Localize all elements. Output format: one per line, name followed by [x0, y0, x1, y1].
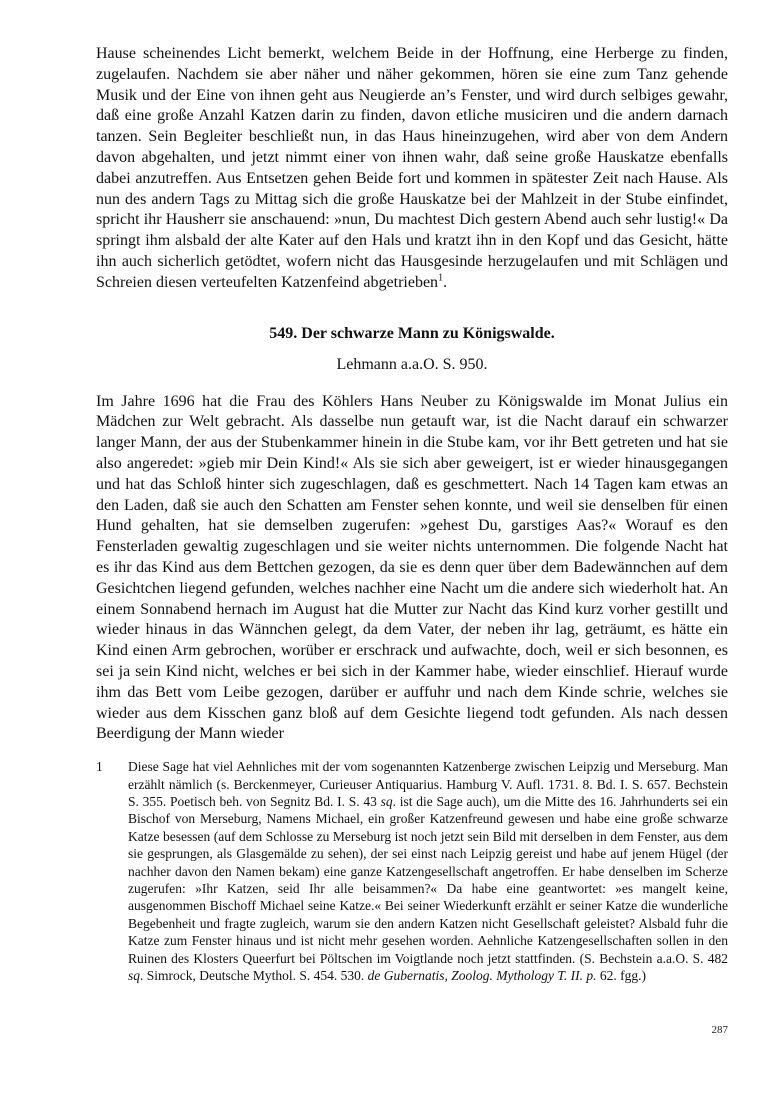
page-content [96, 44, 728, 984]
footnote-text-c: . Simrock, Deutsche Mythol. S. 454. 530. [140, 967, 365, 983]
footnote-text-d: 62. fgg.) [596, 967, 646, 983]
page-number: 287 [711, 1024, 728, 1036]
footnote-text-b: . ist die Sage auch), um die Mitte des 16. Jahrhunderts sei ein Bischof von Merseburg, Namens Michael, ein großer Katzenfreund gewesen und habe eine große schwarze Katze besessen (auf dem Schlosse zu Merseburg ist noch jetzt sein Bild mit derselben in dem Fenster, aus dem sie gesprungen, als Glasgemälde zu sehen), der sei einst nach Leipzig gereist und habe auf jenem Hügel (der nachher davon den Namen bekam) eine ganze Katzengesellschaft angetroffen. Er habe denselben im Scherze zugerufen: »Ihr Katzen, seid Ihr alle beisammen?« Da habe eine geantwortet: »es mangelt keine, ausgenommen Bischoff Michael seine Katze.« Bei seiner Wiederkunft erzählt er seiner Katze die wunderliche Begebenheit und fragte zugleich, warum sie den andern Katzen nicht Gesellschaft geleistet? Alsbald fuhr die Katze zum Fenster hinaus und ist nicht mehr gesehen worden. Aehnliche Katzengesellschaften sollen in den Ruinen des Klosters Queerfurt bei Pöltschen im Voigtlande noch jetzt stattfinden. (S. Bechstein a.a.O. S. 482 [128, 793, 729, 966]
footnote-sq-1: sq [380, 793, 393, 809]
footnote-reference[interactable]: 1 [438, 272, 444, 284]
section-title: 549. Der schwarze Mann zu Königswalde. [269, 324, 555, 342]
footnote-sq-2: sq [128, 967, 141, 983]
section-body: Im Jahre 1696 hat die Frau des Köhlers Hans Neuber zu Königswalde im Monat Julius ein Mädchen zur Welt gebracht. Als dasselbe nun getauft war, ist die Nacht darauf ein schwarzer langer Mann, der aus der Stubenkammer hinein in die Stube kam, vor ihr Bett getreten und hat sie also angeredet: »gieb mir Dein Kind!« Als sie sich aber geweigert, ist er wieder hinausgegangen und hat das Schloß hinter sich zugeschlagen, daß es geschmettert. Nach 14 Tagen kam etwas an den Laden, daß sie auch den Schatten am Fenster sehen konnte, und weil sie denselben für einen Hund gehalten, hat sie demselben zugerufen: »gehest Du, garstiges Aas?« Worauf es den Fensterladen gewaltig zugeschlagen und sie weiter nichts unternommen. Die folgende Nacht hat es ihr das Kind aus dem Bettchen gezogen, da sie es denn quer über dem Badewännchen auf dem Gesichtchen liegend gefunden, welches nachher eine Nacht um die andere sich wiederholt hat. An einem Sonnabend hernach im August hat die Mutter zur Nacht das Kind kurz vorher gestillt und wieder hinaus in das Wännchen gelegt, da dem Vater, der neben ihr lag, geträumt, es hätte ein Kind einen Arm gebrochen, worüber er erschrack und aufwachte, doch, weil er sich besonnen, es sei ja sein Kind nicht, welches er bei sich in der Kammer habe, wieder einschlief. Hierauf wurde ihm das Bett vom Leibe gezogen, darüber er auffuhr und nach dem Kinde schrie, welches sie wieder aus dem Kisschen ganz bloß auf dem Gesichte liegend todt gefunden. Als nach dessen Beerdigung der Mann wieder [96, 392, 728, 743]
footnote-italic-ref: de Gubernatis, Zoolog. Mythology T. II. p. [367, 967, 597, 983]
continuation-paragraph [96, 44, 728, 294]
footnote-text [128, 758, 728, 984]
footnote-number: 1 [96, 759, 103, 775]
footnote-text-a: Diese Sage hat viel Aehnliches mit der vom sogenannten Katzenberge zwischen Leipzig und Merseburg. Man erzählt nämlich (s. Berckenmeyer, Curieuser Antiquarius. Hamburg V. Aufl. 1731. 8. Bd. I. S. 657. Bechstein S. 355. Poetisch beh. von Segnitz Bd. I. S. 43 [128, 759, 728, 809]
section-source: Lehmann a.a.O. S. 950. [336, 355, 488, 373]
continuation-end: . [443, 273, 448, 291]
footnote [96, 758, 728, 984]
continuation-text: Hause scheinendes Licht bemerkt, welchem Beide in der Hoffnung, eine Herberge zu finden, zugelaufen. Nachdem sie aber näher und näher gekommen, hören sie eine zum Tanz gehende Musik und der Eine von ihnen geht aus Neugierde an’s Fenster, und wird durch selbiges gewahr, daß eine große Anzahl Katzen darin zu finden, davon etliche musiciren und die andern darnach tanzen. Sein Begleiter beschließt nun, in das Haus hineinzugehen, wird aber von dem Andern davon abgehalten, und jetzt nimmt einer von ihnen wahr, daß seine große Hauskatze ebenfalls dabei anzutreffen. Aus Entsetzen gehen Beide fort und kommen in spätester Zeit nach Hause. Als nun des andern Tags zu Mittag sich die große Hauskatze bei der Mahlzeit in der Stube einfindet, spricht ihr Hausherr sie anschauend: »nun, Du machtest Dich gestern Abend auch sehr lustig!« Da springt ihm alsbald der alte Kater auf den Hals und kratzt ihn in den Kopf und das Gesicht, hätte ihn auch sicherlich getödtet, wofern nicht das Hausgesinde herzugelaufen und mit Schlägen und Schreien diesen verteufelten Katzenfeind abgetrieben [96, 45, 728, 291]
